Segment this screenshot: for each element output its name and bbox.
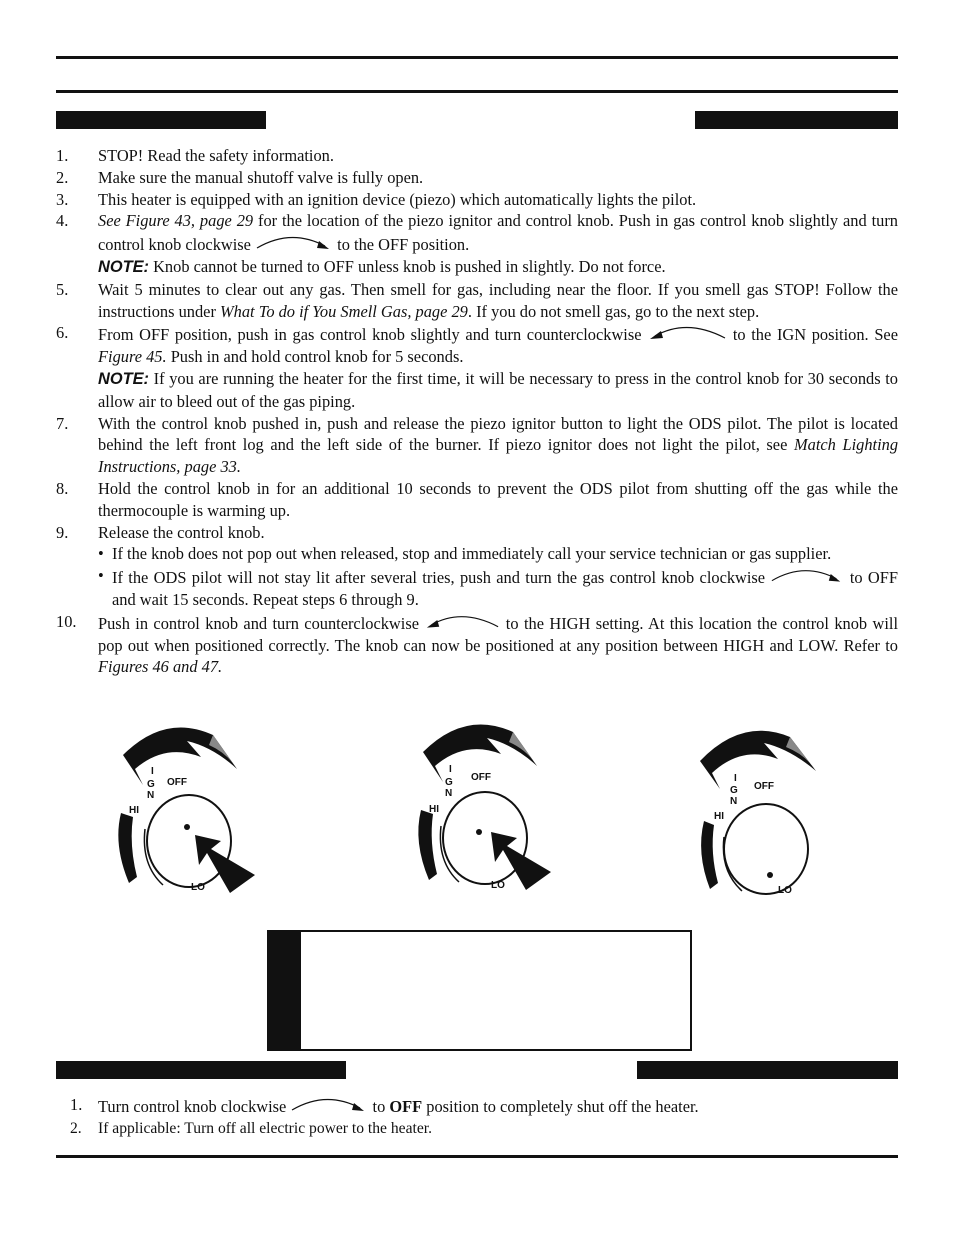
knob-label-off: OFF	[167, 777, 187, 788]
shutoff-steps	[70, 1094, 898, 1140]
shutoff-section-bar-left	[56, 1061, 346, 1079]
step-5: 5. Wait 5 minutes to clear out any gas. Then smell for gas, including near the floor. If you smell gas STOP! Follow the instructions under What To do if You Smell Gas, page 29. If you do not smell gas, go to the next step.	[56, 279, 898, 321]
counterclockwise-arrow-icon	[647, 322, 727, 342]
knob-label-hi: HI	[714, 811, 724, 822]
knob-label-n: N	[445, 788, 453, 799]
counterclockwise-arrow-icon	[424, 611, 500, 631]
knob-label-i: I	[734, 773, 737, 784]
top-rule	[56, 56, 898, 59]
knob-indicator-dot	[476, 829, 482, 835]
knob-label-g: G	[445, 777, 453, 788]
knob-label-lo: LO	[191, 882, 205, 893]
knob-label-lo: LO	[778, 885, 792, 896]
clockwise-arrow-icon	[770, 565, 844, 585]
header-rule	[56, 90, 898, 93]
shutoff-step-1: 1. Turn control knob clockwise to OFF position to completely shut off the heater.	[70, 1095, 699, 1116]
step-6: 6. From OFF position, push in gas control knob slightly and turn counterclockwise to the IGN position. See Figure 45. Push in and hold control knob for 5 seconds. NOTE: If you are running the heater for the first time, it will be necessary to press in the control knob for 30 seconds to allow air to bleed out of the gas piping.	[56, 323, 898, 411]
knob-label-off: OFF	[471, 772, 491, 783]
knob-label-hi: HI	[129, 805, 139, 816]
knob-label-lo: LO	[491, 880, 505, 891]
clockwise-arrow-icon	[290, 1094, 368, 1114]
knob-figure-ign-push	[105, 725, 265, 895]
section-bar-right	[695, 111, 898, 129]
figure-reference: What To do if You Smell Gas, page 29	[220, 301, 468, 321]
step-2: 2. Make sure the manual shutoff valve is fully open.	[56, 167, 424, 187]
step-1: 1. STOP! Read the safety information.	[56, 146, 334, 165]
knob-label-g: G	[730, 785, 738, 796]
section-bar-left	[56, 111, 266, 129]
knob-figure-high	[690, 725, 840, 900]
step-9-bullet-2: • If the ODS pilot will not stay lit after several tries, push and turn the gas control knob clockwise to OFF and wait 15 seconds. Repeat steps 6 through 9.	[98, 565, 898, 611]
knob-indicator-dot	[767, 872, 773, 878]
step-8: 8. Hold the control knob in for an additional 10 seconds to prevent the ODS pilot from shutting off the gas while the thermocouple is warming up.	[56, 478, 898, 520]
step-4-note: NOTE: Knob cannot be turned to OFF unless knob is pushed in slightly. Do not force.	[98, 256, 666, 276]
knob-label-n: N	[147, 790, 155, 801]
shutoff-step-2: 2. If applicable: Turn off all electric power to the heater.	[70, 1119, 432, 1137]
step-4: 4. See Figure 43, page 29 for the location of the piezo ignitor and control knob. Push in gas control knob slightly and turn control knob clockwise to the OFF position. NOTE: Knob cannot be turned to OFF unless knob is pushed in slightly. Do not force.	[56, 210, 898, 278]
knob-label-g: G	[147, 779, 155, 790]
figure-reference: Match Lighting Instructions, page 33.	[98, 435, 899, 477]
knob-indicator-dot	[184, 824, 190, 830]
knob-label-i: I	[449, 764, 452, 775]
knob-figure-ign-piezo	[405, 722, 565, 892]
knob-body	[724, 804, 808, 894]
notice-box	[267, 930, 692, 1051]
knob-label-hi: HI	[429, 804, 439, 815]
step-9-bullet-1: • If the knob does not pop out when released, stop and immediately call your service technician or gas supplier.	[98, 543, 898, 565]
figure-reference: Figures 46 and 47.	[98, 657, 223, 677]
knob-label-n: N	[730, 796, 738, 807]
knob-label-off: OFF	[754, 781, 774, 792]
clockwise-arrow-icon	[255, 232, 333, 252]
shutoff-section-bar-right	[637, 1061, 898, 1079]
step-9: 9. Release the control knob. • If the knob does not pop out when released, stop and immediately call your service technician or gas supplier. • If the ODS pilot will not stay lit after several tries, push and turn the gas control knob clockwise to OFF and wait 15 seconds. Repeat steps 6 through 9.	[56, 522, 898, 611]
lighting-steps	[56, 145, 898, 678]
bottom-rule	[56, 1155, 898, 1158]
step-6-note: NOTE: If you are running the heater for the first time, it will be necessary to press in the control knob for 30 seconds to allow air to bleed out of the gas piping.	[98, 368, 898, 411]
figure-reference: Figure 45.	[98, 347, 167, 367]
knob-label-i: I	[151, 766, 154, 777]
step-10: 10. Push in control knob and turn counterclockwise to the HIGH setting. At this location the control knob will pop out when positioned correctly. The knob can now be positioned at any position between HIGH and LOW. Refer to Figures 46 and 47.	[56, 611, 899, 677]
step-7: 7. With the control knob pushed in, push and release the piezo ignitor button to light the ODS pilot. The pilot is located behind the left front log and the left side of the burner. If piezo ignitor does not light the pilot, see Match Lighting Instructions, page 33.	[56, 413, 899, 477]
notice-box-bar	[269, 932, 301, 1049]
figure-reference: See Figure 43, page 29	[98, 211, 254, 231]
step-3: 3. This heater is equipped with an ignition device (piezo) which automatically lights the pilot.	[56, 189, 697, 209]
